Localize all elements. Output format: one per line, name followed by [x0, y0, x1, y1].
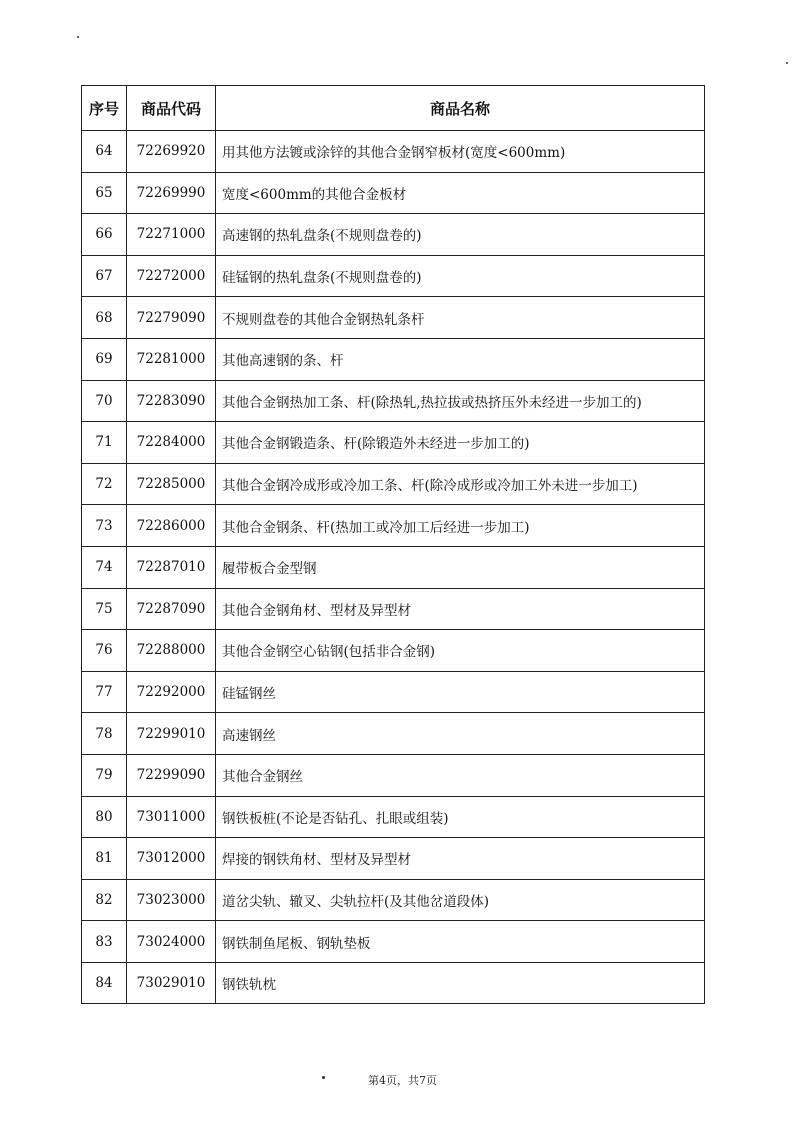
cell-seq: 70 — [82, 380, 127, 422]
cell-seq: 82 — [82, 879, 127, 921]
cell-name: 钢铁轨枕 — [216, 962, 705, 1004]
header-seq: 序号 — [82, 86, 127, 131]
cell-code: 72292000 — [127, 671, 216, 713]
cell-seq: 64 — [82, 131, 127, 173]
table-row — [82, 546, 705, 588]
table-row — [82, 505, 705, 547]
table-row — [82, 338, 705, 380]
cell-name: 钢铁板桩(不论是否钻孔、扎眼或组装) — [216, 796, 705, 838]
cell-code: 73029010 — [127, 962, 216, 1004]
table-row — [82, 380, 705, 422]
table-row — [82, 671, 705, 713]
cell-seq: 77 — [82, 671, 127, 713]
table-row — [82, 921, 705, 963]
table-row — [82, 713, 705, 755]
cell-code: 72287090 — [127, 588, 216, 630]
commodity-table — [81, 85, 705, 1004]
cell-name: 不规则盘卷的其他合金钢热轧条杆 — [216, 297, 705, 339]
table-row — [82, 754, 705, 796]
cell-seq: 81 — [82, 838, 127, 880]
cell-code: 72288000 — [127, 630, 216, 672]
cell-name: 硅锰钢丝 — [216, 671, 705, 713]
table-row — [82, 630, 705, 672]
cell-seq: 83 — [82, 921, 127, 963]
table-row — [82, 297, 705, 339]
cell-name: 履带板合金型钢 — [216, 546, 705, 588]
cell-code: 72286000 — [127, 505, 216, 547]
cell-name: 宽度<600mm的其他合金板材 — [216, 172, 705, 214]
table-body — [82, 131, 705, 1004]
cell-name: 其他高速钢的条、杆 — [216, 338, 705, 380]
scan-speck — [77, 36, 79, 38]
cell-name: 高速钢的热轧盘条(不规则盘卷的) — [216, 214, 705, 256]
cell-name: 钢铁制鱼尾板、钢轨垫板 — [216, 921, 705, 963]
cell-name: 其他合金钢空心钻钢(包括非合金钢) — [216, 630, 705, 672]
cell-code: 72283090 — [127, 380, 216, 422]
scan-speck — [786, 62, 788, 64]
cell-seq: 84 — [82, 962, 127, 1004]
table-row — [82, 463, 705, 505]
cell-code: 73011000 — [127, 796, 216, 838]
cell-seq: 71 — [82, 422, 127, 464]
table-row — [82, 422, 705, 464]
cell-name: 其他合金钢角材、型材及异型材 — [216, 588, 705, 630]
cell-seq: 73 — [82, 505, 127, 547]
cell-name: 焊接的钢铁角材、型材及异型材 — [216, 838, 705, 880]
cell-name: 其他合金钢丝 — [216, 754, 705, 796]
cell-name: 其他合金钢热加工条、杆(除热轧,热拉拔或热挤压外未经进一步加工的) — [216, 380, 705, 422]
cell-name: 其他合金钢冷成形或冷加工条、杆(除冷成形或冷加工外未进一步加工) — [216, 463, 705, 505]
cell-code: 72279090 — [127, 297, 216, 339]
cell-code: 72272000 — [127, 255, 216, 297]
table-row — [82, 588, 705, 630]
cell-code: 72285000 — [127, 463, 216, 505]
cell-code: 72299010 — [127, 713, 216, 755]
cell-seq: 76 — [82, 630, 127, 672]
table-row — [82, 796, 705, 838]
cell-code: 73024000 — [127, 921, 216, 963]
cell-code: 72287010 — [127, 546, 216, 588]
header-name: 商品名称 — [216, 86, 705, 131]
header-code: 商品代码 — [127, 86, 216, 131]
cell-seq: 69 — [82, 338, 127, 380]
cell-seq: 66 — [82, 214, 127, 256]
table-row — [82, 879, 705, 921]
cell-name: 用其他方法镀或涂锌的其他合金钢窄板材(宽度<600mm) — [216, 131, 705, 173]
cell-name: 道岔尖轨、辙叉、尖轨拉杆(及其他岔道段体) — [216, 879, 705, 921]
cell-code: 72281000 — [127, 338, 216, 380]
cell-code: 72299090 — [127, 754, 216, 796]
cell-seq: 68 — [82, 297, 127, 339]
table-row — [82, 214, 705, 256]
table-row — [82, 255, 705, 297]
cell-code: 73012000 — [127, 838, 216, 880]
cell-code: 72269920 — [127, 131, 216, 173]
cell-code: 72269990 — [127, 172, 216, 214]
cell-seq: 72 — [82, 463, 127, 505]
cell-code: 72284000 — [127, 422, 216, 464]
cell-name: 高速钢丝 — [216, 713, 705, 755]
table-row — [82, 131, 705, 173]
table-row — [82, 962, 705, 1004]
cell-seq: 78 — [82, 713, 127, 755]
page-number: 第4页，共7页 — [368, 1074, 437, 1087]
cell-seq: 65 — [82, 172, 127, 214]
cell-seq: 80 — [82, 796, 127, 838]
cell-seq: 67 — [82, 255, 127, 297]
table-row — [82, 838, 705, 880]
table-header-row — [82, 86, 705, 131]
cell-name: 其他合金钢条、杆(热加工或冷加工后经进一步加工) — [216, 505, 705, 547]
cell-code: 73023000 — [127, 879, 216, 921]
cell-code: 72271000 — [127, 214, 216, 256]
cell-name: 其他合金钢锻造条、杆(除锻造外未经进一步加工的) — [216, 422, 705, 464]
cell-seq: 75 — [82, 588, 127, 630]
cell-seq: 79 — [82, 754, 127, 796]
cell-name: 硅锰钢的热轧盘条(不规则盘卷的) — [216, 255, 705, 297]
cell-seq: 74 — [82, 546, 127, 588]
table-row — [82, 172, 705, 214]
